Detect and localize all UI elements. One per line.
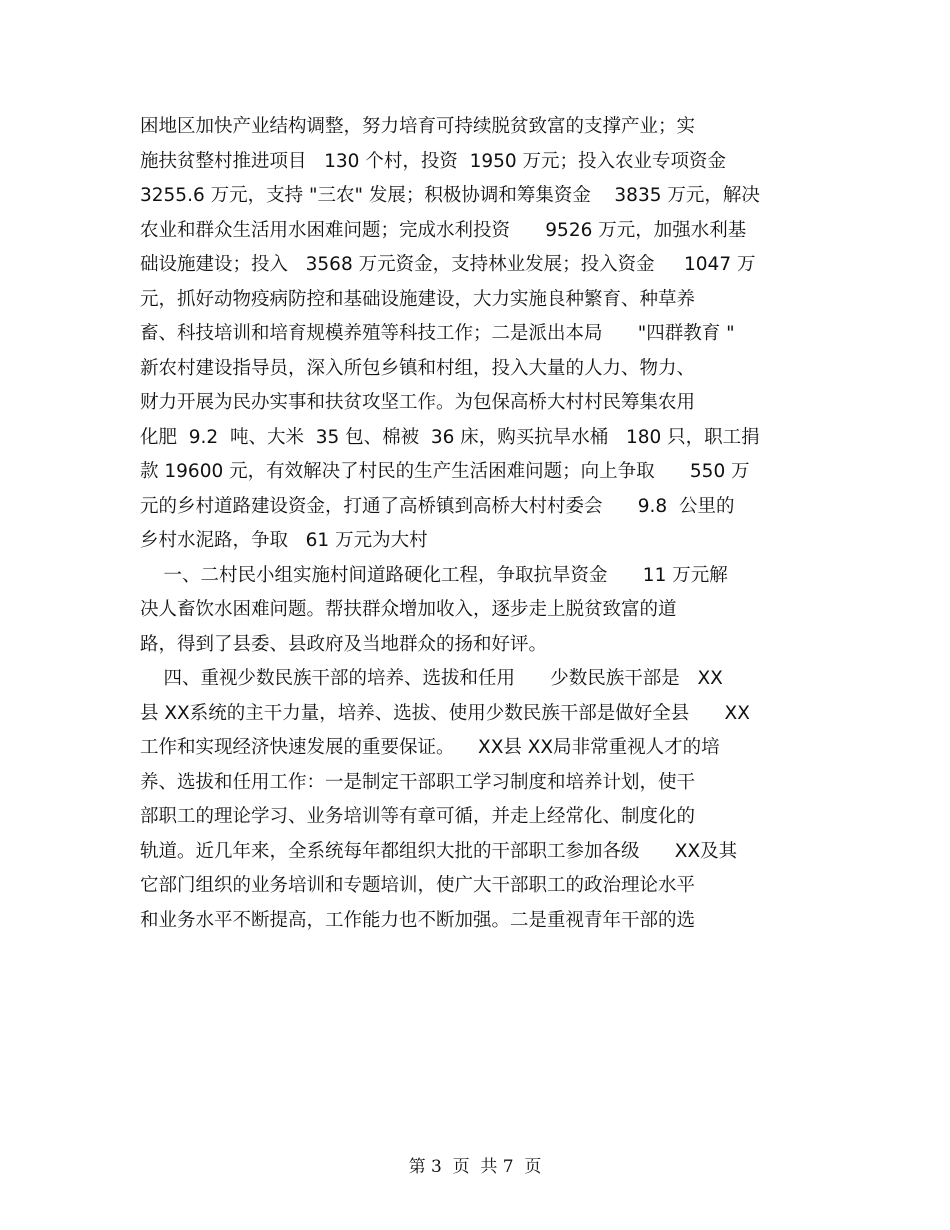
- text-line: 元的乡村道路建设资金，打通了高桥镇到高桥大村村委会 9.8 公里的: [140, 495, 735, 517]
- text-line: 化肥 9.2 吨、大米 35 包、棉被 36 床，购买抗旱水桶 180 只，职工捐: [140, 426, 760, 448]
- text-line: 款 19600 元，有效解决了村民的生产生活困难问题；向上争取 550 万: [140, 461, 750, 482]
- text-line: 元，抓好动物疫病防控和基础设施建设，大力实施良种繁育、种草养: [140, 288, 696, 310]
- text-line: 路，得到了县委、县政府及当地群众的扬和好评。: [140, 633, 548, 655]
- text-line: 施扶贫整村推进项目 130 个村，投资 1950 万元；投入农业专项资金: [140, 150, 727, 172]
- text-line: 困地区加快产业结构调整，努力培育可持续脱贫致富的支撑产业；实: [140, 116, 696, 137]
- text-line: 它部门组织的业务培训和专题培训，使广大干部职工的政治理论水平: [140, 875, 696, 896]
- text-line: 工作和实现经济快速发展的重要保证。 XX县 XX局非常重视人才的培: [140, 737, 720, 758]
- text-line: 和业务水平不断提高，工作能力也不断加强。二是重视青年干部的选: [140, 909, 696, 931]
- page-number-footer: 第 3 页 共 7 页: [408, 1157, 542, 1177]
- text-line: 轨道。近几年来，全系统每年都组织大批的干部职工参加各级 XX及其: [140, 840, 738, 862]
- text-line: 财力开展为民办实事和扶贫攻坚工作。为包保高桥大村村民筹集农用: [140, 392, 696, 413]
- text-line: 畜、科技培训和培育规模养殖等科技工作；二是派出本局 "四群教育 ": [140, 323, 735, 344]
- body-text: [140, 110, 830, 938]
- text-line: 部职工的理论学习、业务培训等有章可循，并走上经常化、制度化的: [140, 806, 696, 827]
- text-line: 农业和群众生活用水困难问题；完成水利投资 9526 万元，加强水利基: [140, 219, 747, 241]
- text-line: 养、选拔和任用工作：一是制定干部职工学习制度和培养计划，使干: [140, 771, 696, 793]
- text-line: 四、重视少数民族干部的培养、选拔和任用 少数民族干部是 XX: [140, 668, 723, 689]
- text-line: 乡村水泥路，争取 61 万元为大村: [140, 530, 428, 551]
- text-line: 新农村建设指导员，深入所包乡镇和村组，投入大量的人力、物力、: [140, 357, 696, 379]
- text-line: 县 XX系统的主干力量，培养、选拔、使用少数民族干部是做好全县 XX: [140, 702, 750, 724]
- text-line: 3255.6 万元，支持 "三农" 发展；积极协调和筹集资金 3835 万元，解决: [140, 185, 760, 206]
- text-line: 决人畜饮水困难问题。帮扶群众增加收入，逐步走上脱贫致富的道: [140, 599, 677, 620]
- text-line: 础设施建设；投入 3568 万元资金，支持林业发展；投入资金 1047 万: [140, 254, 756, 275]
- text-line: 一、二村民小组实施村间道路硬化工程，争取抗旱资金 11 万元解: [140, 564, 728, 586]
